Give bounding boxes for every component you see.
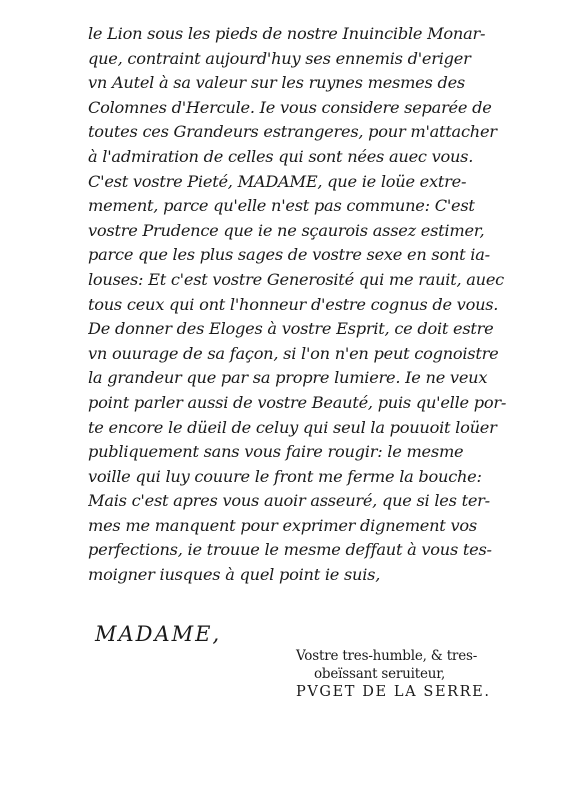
letter-line: tous ceux qui ont l'honneur d'estre cognus de vous. (88, 294, 499, 314)
signature-line-2: obeïssant seruiteur, (314, 666, 446, 682)
letter-line: C'est vostre Pieté, MADAME, que ie loüe extre- (88, 171, 467, 191)
letter-line: vn Autel à sa valeur sur les ruynes mesmes des (88, 73, 465, 93)
letter-line: vostre Prudence que ie ne sçaurois assez estimer, (88, 220, 485, 240)
letter-line: parce que les plus sages de vostre sexe en sont ia- (88, 245, 490, 265)
letter-line: Mais c'est apres vous auoir asseuré, que si les ter- (88, 491, 490, 511)
letter-line: mement, parce qu'elle n'est pas commune: C'est (88, 196, 475, 216)
letter-line: vn ouurage de sa façon, si l'on n'en peut cognoistre (88, 343, 499, 363)
letter-line: point parler aussi de vostre Beauté, puis qu'elle por- (88, 392, 507, 412)
letter-line: moigner iusques à quel point ie suis, (88, 565, 381, 585)
letter-line: louses: Et c'est vostre Generosité qui me rauit, auec (88, 269, 504, 289)
letter-line: voille qui luy couure le front me ferme la bouche: (88, 466, 482, 486)
letter-line: Colomnes d'Hercule. Ie vous considere separée de (88, 97, 492, 117)
letter-line: la grandeur que par sa propre lumiere. Ie ne veux (88, 368, 488, 388)
closing-salutation: MADAME, (95, 622, 222, 646)
letter-line: publiquement sans vous faire rougir: le mesme (88, 442, 464, 462)
signature-line-1: Vostre tres-humble, & tres- (296, 648, 478, 664)
letter-line: mes me manquent pour exprimer dignement vos (88, 515, 477, 535)
letter-line: perfections, ie trouue le mesme deffaut à vous tes- (88, 540, 492, 560)
letter-line: te encore le düeil de celuy qui seul la pouuoit loüer (88, 417, 497, 437)
letter-line: De donner des Eloges à vostre Esprit, ce doit estre (88, 319, 494, 339)
letter-line: que, contraint aujourd'huy ses ennemis d'eriger (88, 48, 471, 68)
letter-line: le Lion sous les pieds de nostre Inuincible Monar- (88, 24, 486, 43)
letter-line: à l'admiration de celles qui sont nées auec vous. (88, 146, 474, 166)
letter-line: toutes ces Grandeurs estrangeres, pour m'attacher (88, 122, 497, 142)
letter-body (88, 22, 520, 588)
signature-name: PVGET DE LA SERRE. (296, 684, 491, 700)
